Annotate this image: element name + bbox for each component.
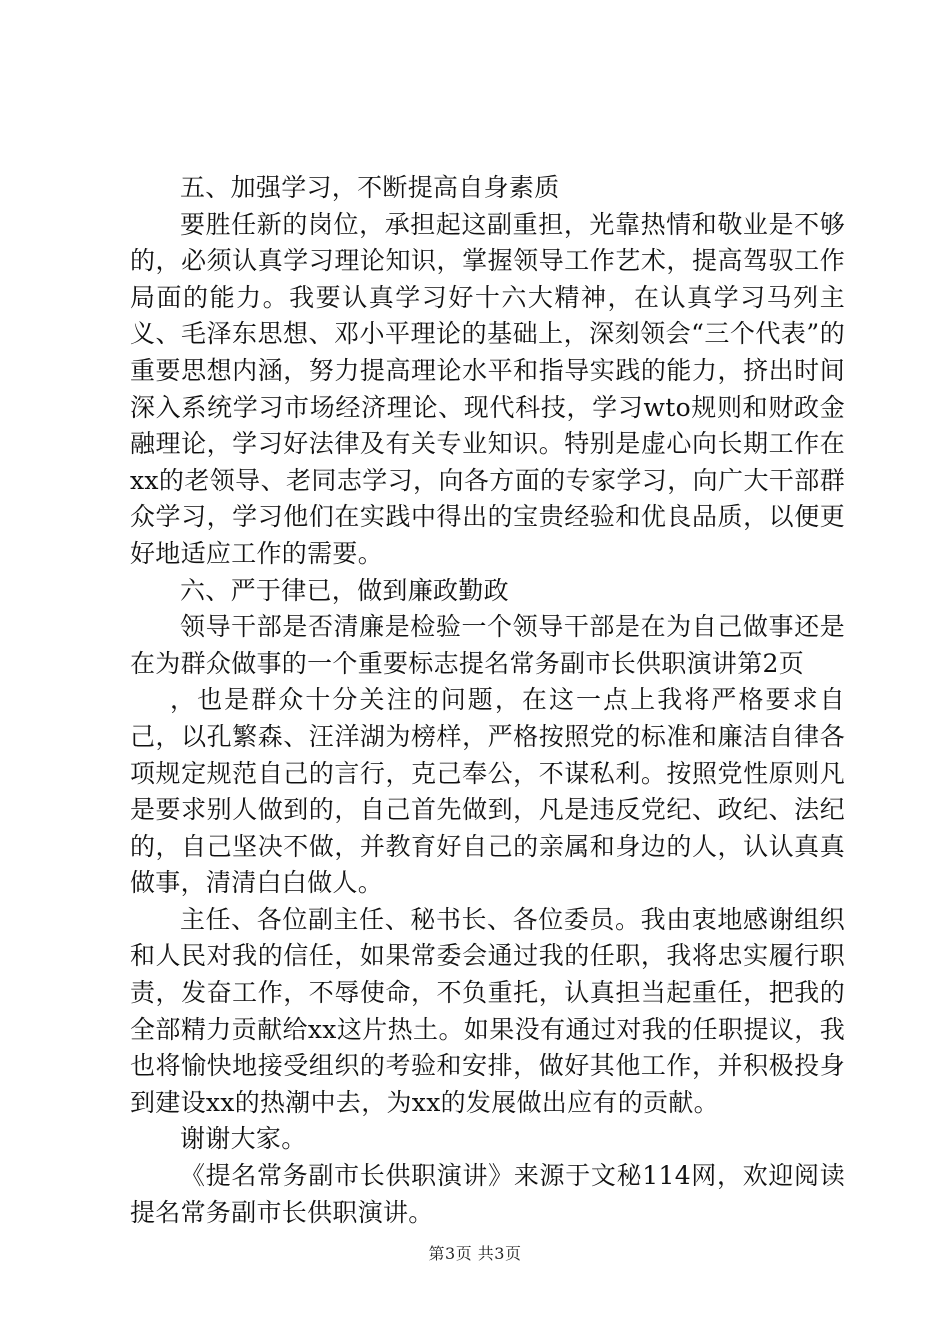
paragraph-integrity-continued: ，也是群众十分关注的问题，在这一点上我将严格要求自己，以孔繁森、汪洋湖为榜样，严格按照党的标准和廉洁自律各项规定规范自己的言行，克己奉公，不谋私利。按照党性原则凡是要求别人做到的，自己首先做到，凡是违反党纪、政纪、法纪的，自己坚决不做，并教育好自己的亲属和身边的人，认认真真做事，清清白白做人。 [130,685,845,898]
paragraph-source: 《提名常务副市长供职演讲》来源于文秘114网，欢迎阅读提名常务副市长供职演讲。 [130,1161,845,1227]
section-heading-6: 六、严于律已，做到廉政勤政 [180,575,509,605]
page-footer: 第3页 共3页 [428,1244,522,1263]
paragraph-integrity: 领导干部是否清廉是检验一个领导干部是在为自己做事还是在为群众做事的一个重要标志提名常务副市长供职演讲第2页 [130,612,845,678]
paragraph-thanks: 谢谢大家。 [180,1124,307,1154]
document-body [130,170,845,1231]
section-heading-5: 五、加强学习，不断提高自身素质 [180,173,560,202]
paragraph-closing: 主任、各位副主任、秘书长、各位委员。我由衷地感谢组织和人民对我的信任，如果常委会通过我的任职，我将忠实履行职责，发奋工作，不辱使命，不负重托，认真担当起重任，把我的全部精力贡献给xx这片热土。如果没有通过对我的任职提议，我也将愉快地接受组织的考验和安排，做好其他工作，并积极投身到建设xx的热潮中去，为xx的发展做出应有的贡献。 [130,904,845,1117]
paragraph-study: 要胜任新的岗位，承担起这副重担，光靠热情和敬业是不够的，必须认真学习理论知识，掌握领导工作艺术，提高驾驭工作局面的能力。我要认真学习好十六大精神，在认真学习马列主义、毛泽东思想、邓小平理论的基础上，深刻领会“三个代表”的重要思想内涵，努力提高理论水平和指导实践的能力，挤出时间深入系统学习市场经济理论、现代科技，学习wto规则和财政金融理论，学习好法律及有关专业知识。特别是虚心向长期工作在xx的老领导、老同志学习，向各方面的专家学习，向广大干部群众学习，学习他们在实践中得出的宝贵经验和优良品质，以便更好地适应工作的需要。 [130,209,845,568]
